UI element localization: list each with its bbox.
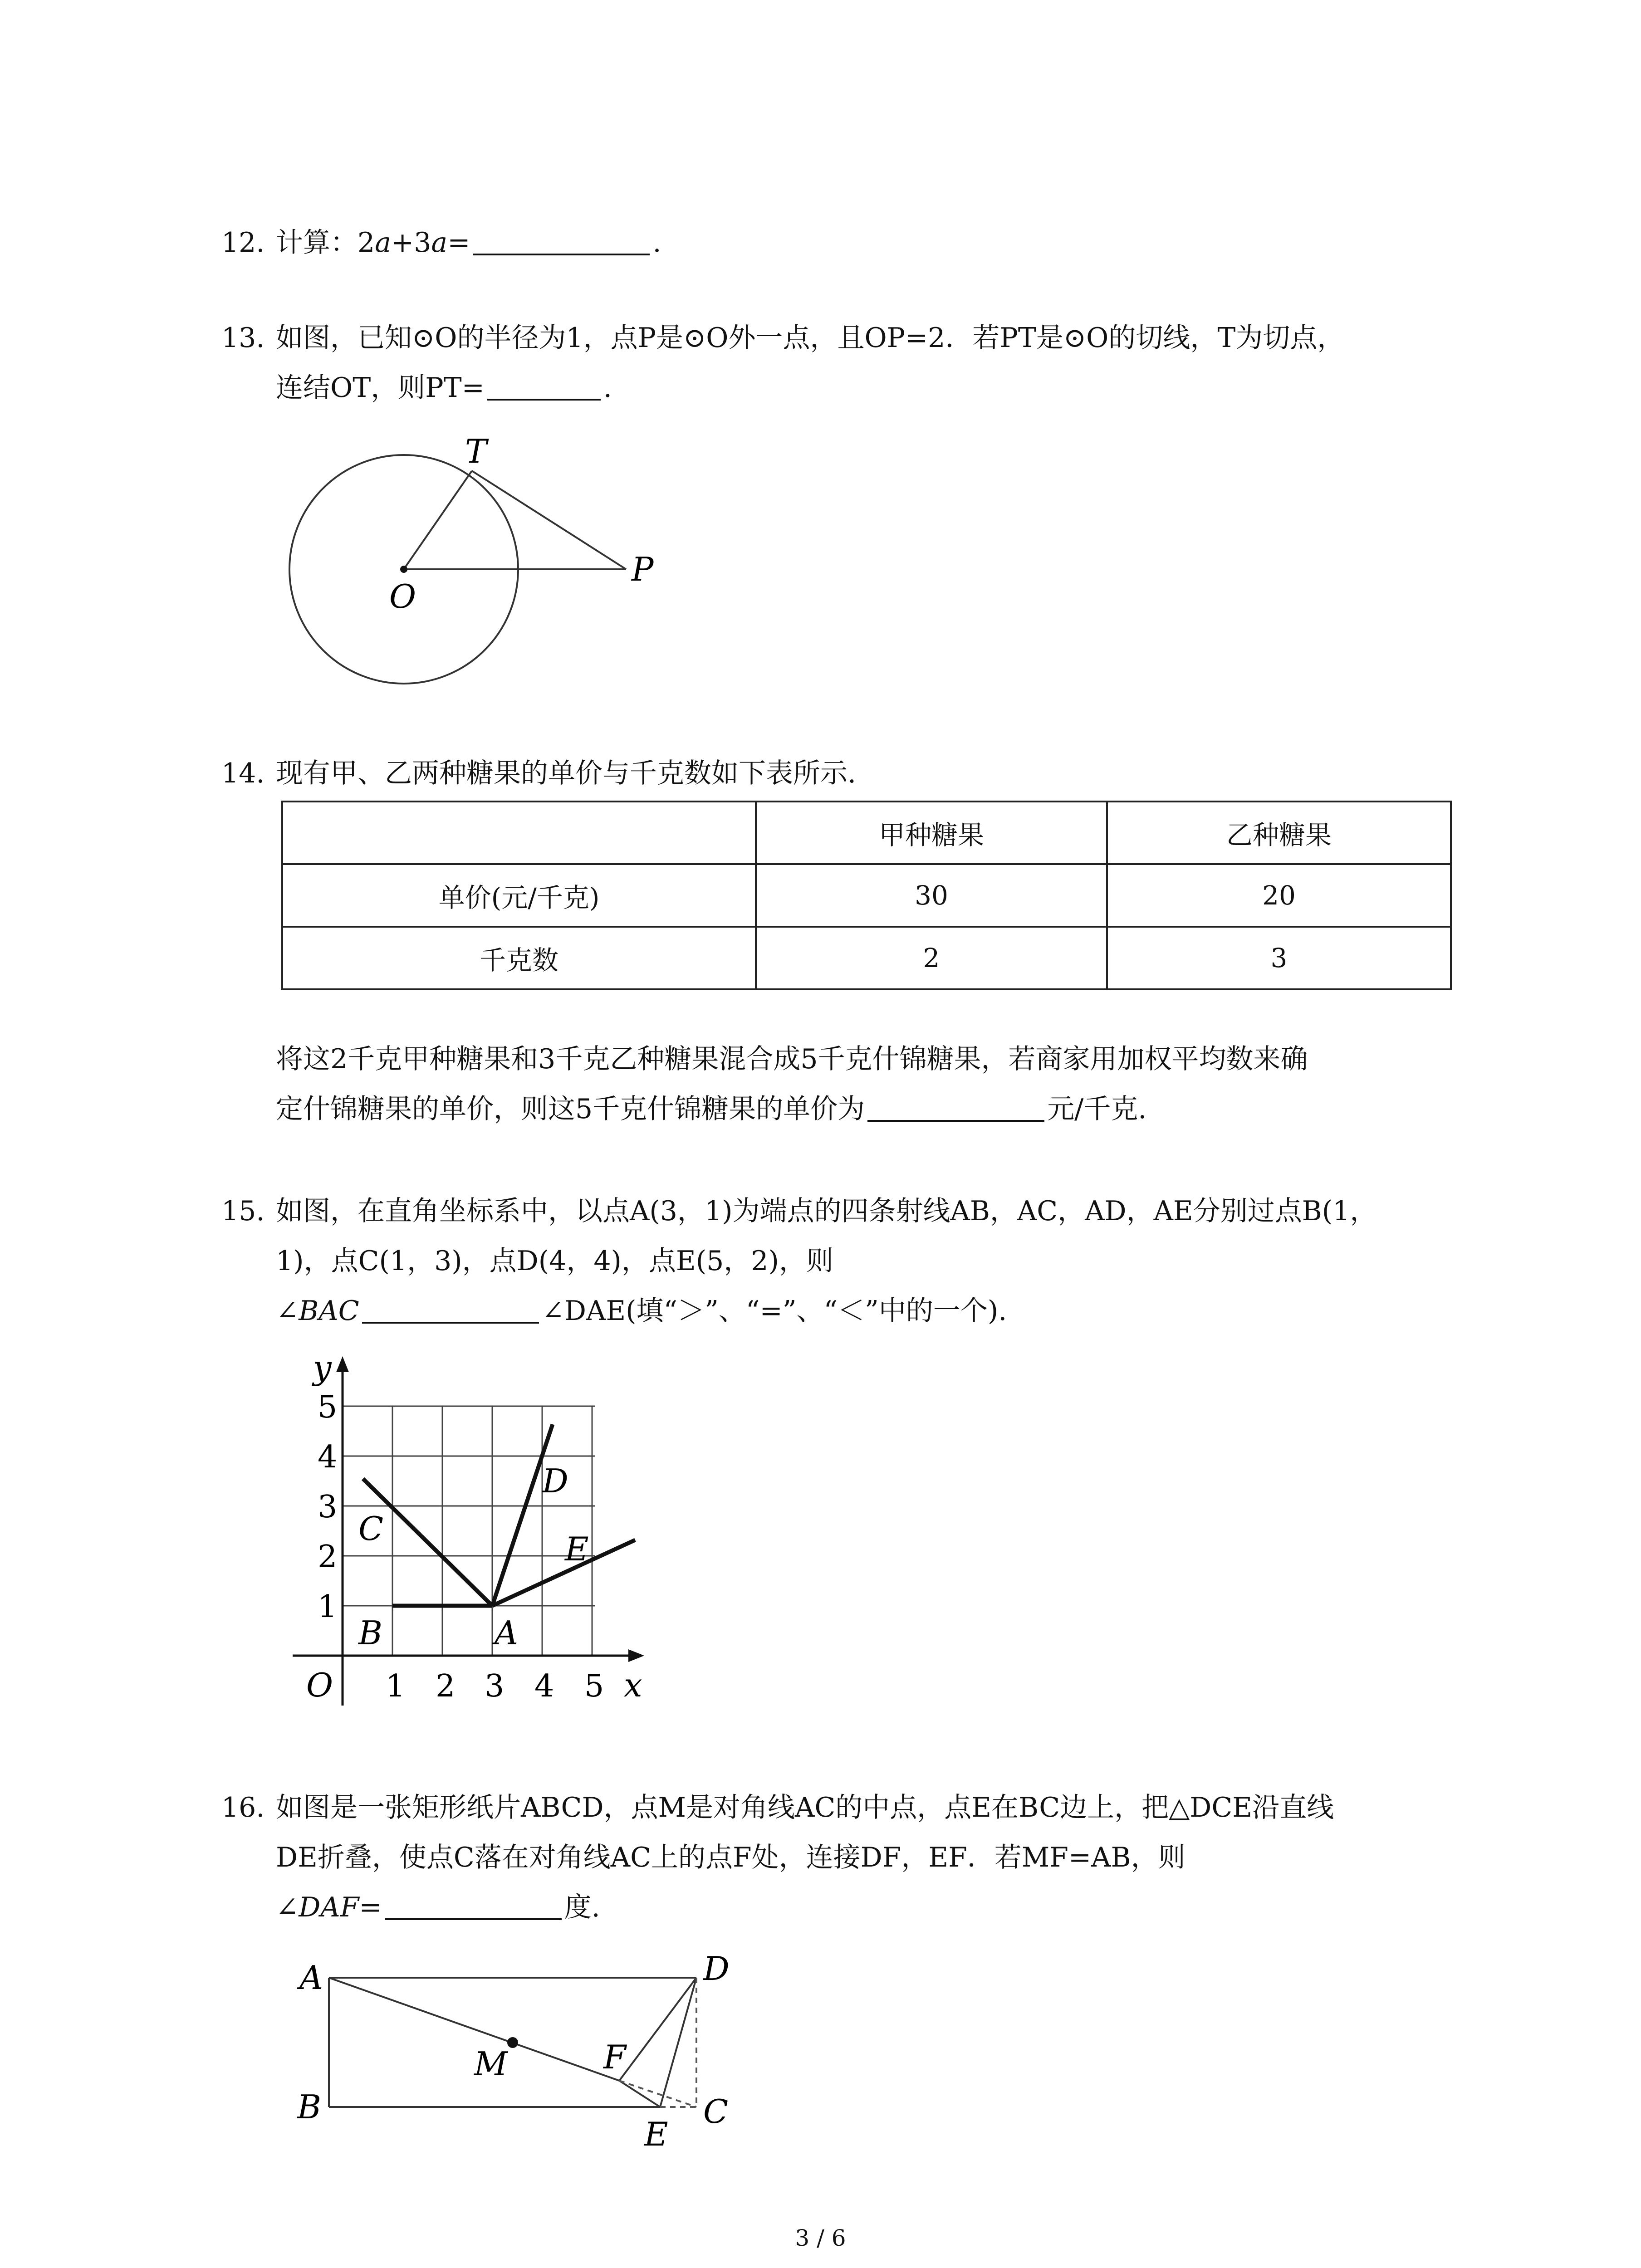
question-number: 16. [221, 1792, 265, 1823]
vertex-label-f: F [603, 2038, 626, 2076]
table-cell: 3 [1107, 927, 1451, 989]
q16-unit: 度. [564, 1892, 600, 1923]
vertex-label-c: C [703, 2092, 729, 2131]
x-axis-label: x [624, 1666, 642, 1704]
point-label-a: A [495, 1614, 518, 1652]
question-number: 12. [221, 227, 265, 259]
q16-angle-daf: ∠DAF= [276, 1892, 382, 1923]
page-number: 3 / 6 [795, 2225, 846, 2251]
table-header: 乙种糖果 [1107, 802, 1451, 864]
q14-intro: 现有甲、乙两种糖果的单价与千克数如下表所示. [276, 758, 857, 789]
table-cell: 20 [1107, 864, 1451, 927]
q15-line-1: 如图，在直角坐标系中，以点A(3，1)为端点的四条射线AB，AC，AD，AE分别过点B(1， [276, 1195, 1377, 1227]
y-tick: 2 [318, 1539, 338, 1575]
table-cell: 单价(元/千克) [282, 864, 756, 927]
y-axis-label: y [313, 1349, 332, 1387]
q14-line-2-text: 定什锦糖果的单价，则这5千克什锦糖果的单价为 [276, 1093, 865, 1125]
segment-de [660, 1978, 696, 2107]
segment-df [619, 1978, 696, 2081]
q12-var-a: a [375, 227, 391, 259]
q12-end: . [652, 227, 661, 259]
point-label-d: D [542, 1462, 568, 1500]
q12-text-a: 计算：2 [276, 227, 375, 259]
q13-end: . [603, 372, 612, 404]
question-number: 14. [221, 758, 265, 789]
q16-line-2: DE折叠，使点C落在对角线AC上的点F处，连接DF，EF．若MF=AB，则 [276, 1842, 1185, 1873]
table-cell: 30 [756, 864, 1107, 927]
x-tick: 4 [534, 1668, 554, 1704]
q15-line-2: 1)，点C(1，3)，点D(4，4)，点E(5，2)，则 [276, 1245, 833, 1277]
q14-unit: 元/千克. [1047, 1093, 1147, 1125]
table-cell: 千克数 [282, 927, 756, 989]
vertex-label-e: E [644, 2115, 668, 2153]
point-label-c: C [358, 1510, 384, 1548]
y-tick: 1 [318, 1589, 338, 1625]
x-tick: 3 [485, 1668, 505, 1704]
q14-line-1: 将这2千克甲种糖果和3千克乙种糖果混合成5千克什锦糖果，若商家用加权平均数来确 [276, 1043, 1308, 1075]
label-p: P [632, 550, 654, 588]
q12-var-b: a [431, 227, 448, 259]
q16-line-1: 如图是一张矩形纸片ABCD，点M是对角线AC的中点，点E在BC边上，把△DCE沿直线 [276, 1792, 1334, 1823]
label-t: T [465, 432, 487, 470]
vertex-label-b: B [297, 2088, 321, 2126]
x-tick: 5 [584, 1668, 604, 1704]
vertex-label-a: A [299, 1959, 323, 1997]
table-header: 甲种糖果 [756, 802, 1107, 864]
x-tick: 1 [386, 1668, 406, 1704]
x-tick: 2 [436, 1668, 456, 1704]
y-tick: 3 [318, 1489, 338, 1525]
dashed-fc [619, 2081, 696, 2107]
q12-text-b: +3 [391, 227, 431, 259]
point-label-b: B [358, 1614, 382, 1652]
point-label-e: E [565, 1530, 589, 1568]
q15-angle-dae: ∠DAE(填“＞”、“=”、“＜”中的一个). [541, 1295, 1007, 1327]
q15-angle-bac: ∠BAC [276, 1295, 359, 1327]
label-o: O [389, 577, 416, 616]
q12-text-c: = [447, 227, 470, 259]
q13-line-2-text: 连结OT，则PT= [276, 372, 485, 404]
y-tick: 4 [318, 1439, 338, 1475]
segment-ef [619, 2081, 660, 2107]
vertex-label-d: D [703, 1950, 730, 1988]
q13-line-1: 如图，已知⊙O的半径为1，点P是⊙O外一点，且OP=2．若PT是⊙O的切线，T为切点， [276, 322, 1345, 354]
point-label-m: M [474, 2045, 508, 2083]
midpoint-m [507, 2037, 518, 2048]
table-cell: 2 [756, 927, 1107, 989]
y-tick: 5 [318, 1389, 338, 1425]
origin-label: O [306, 1666, 333, 1704]
question-number: 15. [221, 1195, 265, 1227]
question-number: 13. [221, 322, 265, 354]
